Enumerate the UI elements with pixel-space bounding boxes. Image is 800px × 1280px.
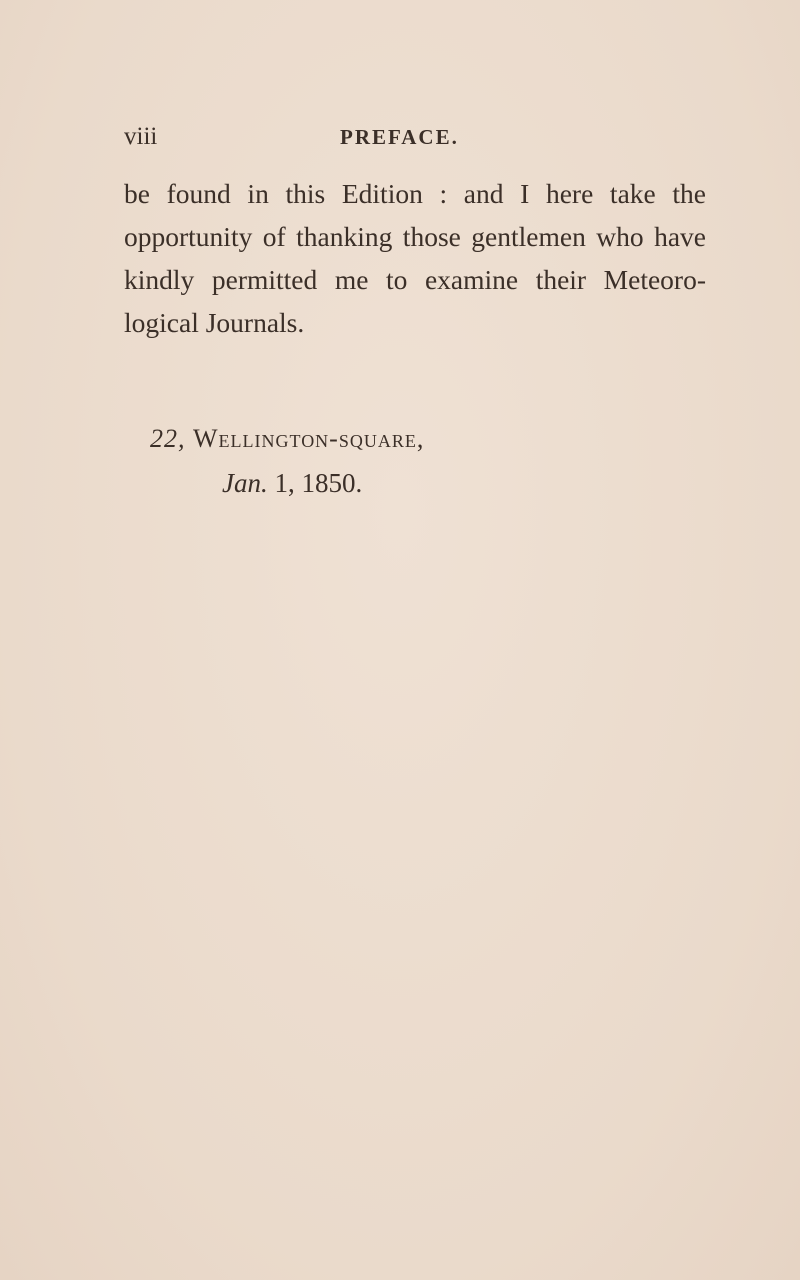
body-line: be found in this Edition : and I here take the — [124, 178, 706, 209]
date-month: Jan. — [222, 468, 268, 498]
date — [222, 468, 362, 499]
body-line: kindly permitted me to examine their Meteoro- — [124, 264, 706, 295]
address — [150, 424, 424, 454]
page-number: viii — [124, 123, 158, 150]
body-line: opportunity of thanking those gentlemen who have — [124, 221, 706, 252]
address-number: 22, — [150, 424, 186, 453]
running-title: PREFACE. — [340, 125, 459, 149]
body-line: logical Journals. — [124, 307, 305, 338]
address-street: Wellington-square, — [193, 424, 425, 453]
date-rest: 1, 1850. — [267, 468, 363, 498]
